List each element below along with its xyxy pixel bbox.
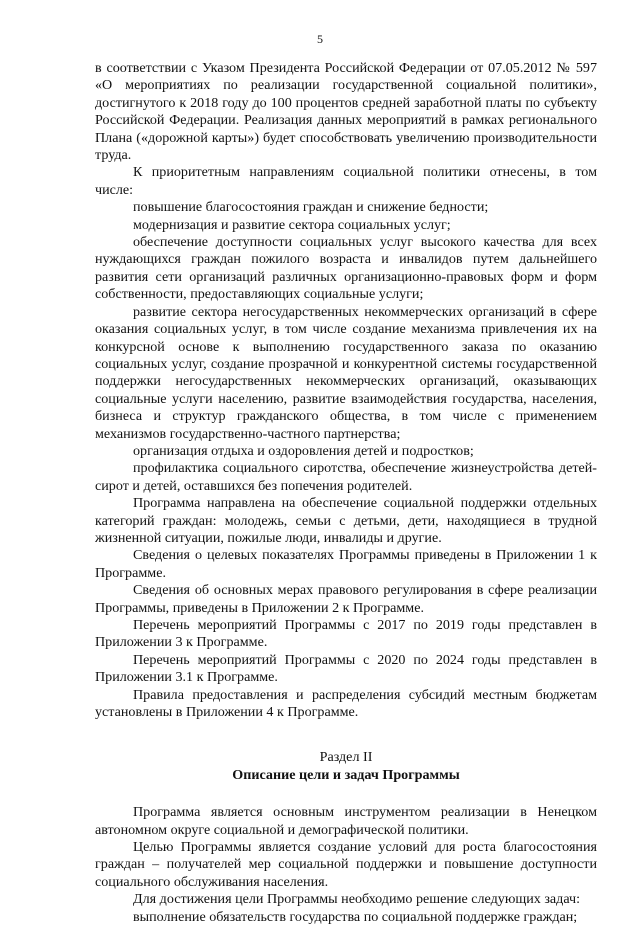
page-number: 5 xyxy=(317,32,323,46)
list-item: выполнение обязательств государства по социальной поддержке граждан; xyxy=(133,908,578,925)
paragraph: Программа является основным инструментом реализации в Ненецком автономном округе социальной и демографической политики. xyxy=(95,804,597,838)
list-item: обеспечение доступности социальных услуг высокого качества для всех нуждающихся граждан пожилого возраста и инвалидов путем дальнейшего развития сети организаций различных организационно-правовых форм и форм собственности, предоставляющих социальные услуги; xyxy=(95,234,597,303)
paragraph: Правила предоставления и распределения субсидий местным бюджетам установлены в Приложении 4 к Программе. xyxy=(95,686,597,721)
document-body xyxy=(95,60,597,926)
list-item: профилактика социального сиротства, обеспечение жизнеустройства детей-сирот и детей, оставшихся без попечения родителей. xyxy=(95,460,597,494)
paragraph: в соответствии с Указом Президента Российской Федерации от 07.05.2012 № 597 «О мероприятиях по реализации государственной социальной политики», достигнутого к 2018 году до 100 процентов средней заработной платы по субъекту Российской Федерации. Реализация данных мероприятий в рамках регионального Плана («дорожной карты») будет способствовать увеличению производительности труда. xyxy=(95,60,597,164)
paragraph: Сведения об основных мерах правового регулирования в сфере реализации Программы, приведены в Приложении 2 к Программе. xyxy=(95,582,597,616)
list-item: организация отдыха и оздоровления детей и подростков; xyxy=(133,442,474,459)
paragraph: Сведения о целевых показателях Программы приведены в Приложении 1 к Программе. xyxy=(95,547,597,581)
paragraph: К приоритетным направлениям социальной политики отнесены, в том числе: xyxy=(95,164,597,198)
section-title: Описание цели и задач Программы xyxy=(232,766,460,783)
paragraph: Целью Программы является создание условий для роста благосостояния граждан – получателей мер социальной поддержки и повышение доступности социального обслуживания населения. xyxy=(95,839,597,890)
list-item: развитие сектора негосударственных некоммерческих организаций в сфере оказания социальных услуг, в том числе создание механизма привлечения их на конкурсной основе к выполнению государственного заказа по оказанию социальных услуг, создание прозрачной и конкурентной системы государственной поддержки негосударственных некоммерческих организаций, оказывающих социальные услуги населению, развитие взаимодействия государства, населения, бизнеса и структур гражданского общества, в том числе с применением механизмов государственно-частного партнерства; xyxy=(95,303,597,442)
paragraph: Программа направлена на обеспечение социальной поддержки отдельных категорий граждан: молодежь, семьи с детьми, дети, находящиеся в трудной жизненной ситуации, пожилые люди, инвалиды и другие. xyxy=(95,495,597,546)
section-label: Раздел II xyxy=(319,749,373,766)
list-item: модернизация и развитие сектора социальных услуг; xyxy=(133,216,451,233)
list-item: повышение благосостояния граждан и снижение бедности; xyxy=(133,199,489,216)
paragraph: Для достижения цели Программы необходимо решение следующих задач: xyxy=(133,891,581,908)
paragraph: Перечень мероприятий Программы с 2017 по 2019 годы представлен в Приложении 3 к Программе. xyxy=(95,617,597,651)
paragraph: Перечень мероприятий Программы с 2020 по 2024 годы представлен в Приложении 3.1 к Программе. xyxy=(95,651,597,686)
